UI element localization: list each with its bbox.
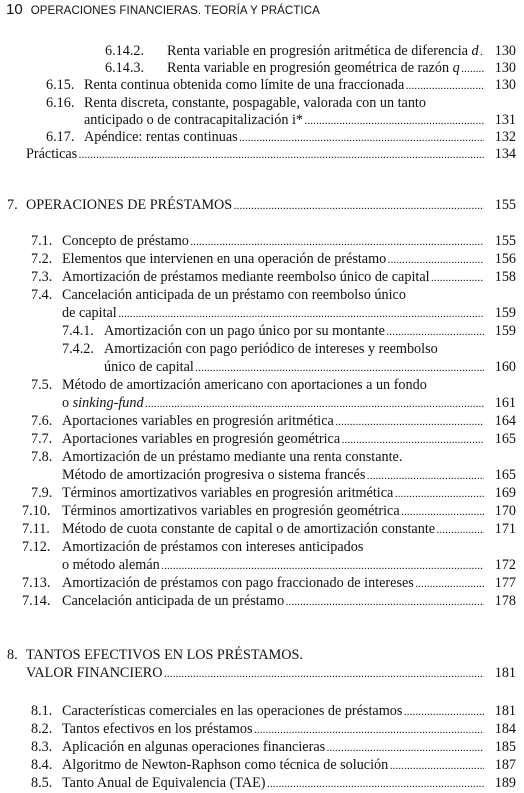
toc-entry-number: 8.1. [31,703,53,719]
toc-entry-number: 7.2. [31,251,53,267]
toc-entry-title: Cancelación anticipada de un préstamo . . . [62,592,484,611]
toc-entry-title: VALOR FINANCIERO . . . [26,664,484,683]
toc-entry [0,394,524,412]
toc-entry-number: 6.14.2. [105,43,145,59]
toc-entry-title: Renta discreta, constante, pospagable, valorada con un tanto [84,95,426,111]
toc-entry-number: 7.9. [31,485,53,501]
toc-entry [0,376,524,394]
toc-entry [0,42,524,60]
toc-entry-page: 177 [494,575,516,591]
toc-entry-page: 165 [494,467,516,483]
toc-entry-page: 170 [494,503,516,519]
toc-entry-page: 181 [494,665,516,681]
toc-entry-title: Amortización con pago periódico de intereses y reembolso [104,341,438,357]
running-title: OPERACIONES FINANCIERAS. TEORÍA Y PRÁCTICA [30,5,320,17]
toc-entry [0,111,524,129]
toc-entry-page: 160 [494,359,516,375]
toc-entry-title: Renta variable en progresión geométrica de razón q . . . [167,59,484,78]
toc-entry-title: de capital . . . [62,304,484,323]
toc-entry [0,340,524,358]
toc-entry [0,592,524,610]
toc-entry [0,646,524,664]
toc-entry-page: 156 [494,251,516,267]
toc-entry-title: Prácticas . . . [26,145,484,164]
toc-entry-number: 7.13. [22,575,51,591]
toc-entry [0,484,524,502]
toc-entry-page: 164 [494,413,516,429]
toc-entry-page: 171 [494,521,516,537]
toc-entry [0,412,524,430]
toc-entry-page: 185 [494,739,516,755]
toc-entry-page: 130 [494,77,516,93]
toc-entry-title: único de capital . . . [104,358,484,377]
toc-entry-number: 7.11. [22,521,50,537]
toc-entry-page: 130 [494,43,516,59]
toc-entry-number: 7.4.2. [62,341,94,357]
toc-entry [0,286,524,304]
toc-entry-number: 8.4. [31,757,53,773]
toc-entry [0,232,524,250]
toc-entry-number: 6.17. [46,129,75,145]
toc-entry-title: Amortización de préstamos con pago fraccionado de intereses . . . [62,574,484,593]
toc-entry-page: 131 [494,112,516,128]
toc-entry-title: Método de cuota constante de capital o de amortización constante . . . [62,520,484,539]
toc-entry-number: 7.7. [31,431,53,447]
toc-entry [0,358,524,376]
toc-entry-number: 8.3. [31,739,53,755]
toc-entry-title: Términos amortizativos variables en progresión aritmética . . . [62,484,484,503]
toc-entry [0,720,524,738]
toc-entry [0,448,524,466]
toc-entry [0,128,524,146]
toc-entry-number: 7.12. [22,539,51,555]
toc-entry-title: o método alemán . . . [62,556,484,575]
toc-entry [0,756,524,774]
page-number: 10 [6,1,23,18]
toc-entry-title: Método de amortización progresiva o sistema francés . . . [62,466,484,485]
toc-entry-page: 155 [494,197,516,213]
toc-entry-number: 7.6. [31,413,53,429]
toc-entry-number: 8.2. [31,721,53,737]
toc-entry-title: Método de amortización americano con aportaciones a un fondo [62,377,427,393]
toc-entry-number: 6.16. [46,95,75,111]
toc-entry-page: 130 [494,60,516,76]
toc-entry-title: Términos amortizativos variables en progresión geométrica . . . [62,502,484,521]
toc-entry-title: Tantos efectivos en los préstamos . . . [62,720,484,739]
toc-entry-title: Aplicación en algunas operaciones financieras . . . [62,738,484,757]
toc-entry-title: Amortización de un préstamo mediante una renta constante. [62,449,403,465]
toc-entry [0,466,524,484]
toc-entry-italic: q [452,60,460,76]
toc-entry [0,702,524,720]
toc-entry [0,556,524,574]
toc-entry [0,774,524,792]
toc-entry-page: 184 [494,721,516,737]
toc-entry-page: 187 [494,757,516,773]
toc-entry [0,738,524,756]
toc-entry-page: 172 [494,557,516,573]
toc-entry-title: anticipado o de contracapitalización i* . . . [84,111,484,130]
toc-entry-title: Renta continua obtenida como límite de una fraccionada . . . [84,76,484,95]
toc-entry-number: 7.5. [31,377,53,393]
toc-entry-title: Elementos que intervienen en una operación de préstamo . . . [62,250,484,269]
toc-entry-number: 7.4.1. [62,323,94,339]
toc-entry [0,76,524,94]
toc-entry [0,574,524,592]
toc-entry [0,59,524,77]
toc-entry-title: Tanto Anual de Equivalencia (TAE) . . . [62,774,484,793]
toc-entry-number: 6.15. [46,77,75,93]
toc-entry-title: Renta variable en progresión aritmética de diferencia d . . . [167,42,484,61]
toc-entry-page: 155 [494,233,516,249]
toc-entry-number: 7.3. [31,269,53,285]
toc-entry-title: Aportaciones variables en progresión geométrica . . . [62,430,484,449]
toc-entry-page: 132 [494,129,516,145]
toc-entry-number: 6.14.3. [105,60,145,76]
toc-entry [0,664,524,682]
toc-entry [0,94,524,112]
toc-entry-page: 161 [494,395,516,411]
toc-entry-page: 158 [494,269,516,285]
toc-entry [0,538,524,556]
toc-entry-title: Amortización de préstamos con intereses anticipados [62,539,364,555]
toc-entry-title: Concepto de préstamo . . . [62,232,484,251]
toc-entry-number: 7.8. [31,449,53,465]
toc-entry-title: Cancelación anticipada de un préstamo con reembolso único [62,287,406,303]
toc-entry-number: 7. [7,197,18,213]
toc-entry-page: 134 [494,146,516,162]
toc-entry-title: o sinking-fund . . . [62,394,484,413]
toc-entry-italic: sinking-fund [72,395,144,411]
toc-entry-number: 7.4. [31,287,53,303]
toc-entry-title: OPERACIONES DE PRÉSTAMOS . . . [26,196,484,215]
toc-entry-page: 159 [494,305,516,321]
toc-entry-number: 7.14. [22,593,51,609]
toc-entry [0,304,524,322]
toc-entry [0,250,524,268]
toc-entry-title: TANTOS EFECTIVOS EN LOS PRÉSTAMOS. [26,647,303,663]
toc-entry-title: Amortización con un pago único por su montante . . . [104,322,484,341]
toc-entry-page: 165 [494,431,516,447]
toc-entry-page: 159 [494,323,516,339]
toc-entry-italic: d [471,43,479,59]
toc-entry [0,430,524,448]
toc-entry-title: Aportaciones variables en progresión aritmética . . . [62,412,484,431]
toc-entry-page: 178 [494,593,516,609]
toc-entry-page: 181 [494,703,516,719]
toc-entry-title: Características comerciales en las operaciones de préstamos . . . [62,702,484,721]
toc-entry [0,145,524,163]
toc-entry-title: Algoritmo de Newton-Raphson como técnica de solución . . . [62,756,484,775]
toc-entry [0,520,524,538]
page-header [6,1,320,19]
toc-entry [0,196,524,214]
toc-entry-page: 169 [494,485,516,501]
toc-entry [0,268,524,286]
toc-entry [0,322,524,340]
toc-entry-number: 8.5. [31,775,53,791]
toc-entry-title: Amortización de préstamos mediante reembolso único de capital . . . [62,268,484,287]
toc-entry-number: 7.1. [31,233,53,249]
toc-entry [0,502,524,520]
toc-entry-page: 189 [494,775,516,791]
toc-entry-number: 8. [7,647,18,663]
toc-entry-title: Apéndice: rentas continuas . . . [84,128,484,147]
toc-entry-number: 7.10. [22,503,51,519]
